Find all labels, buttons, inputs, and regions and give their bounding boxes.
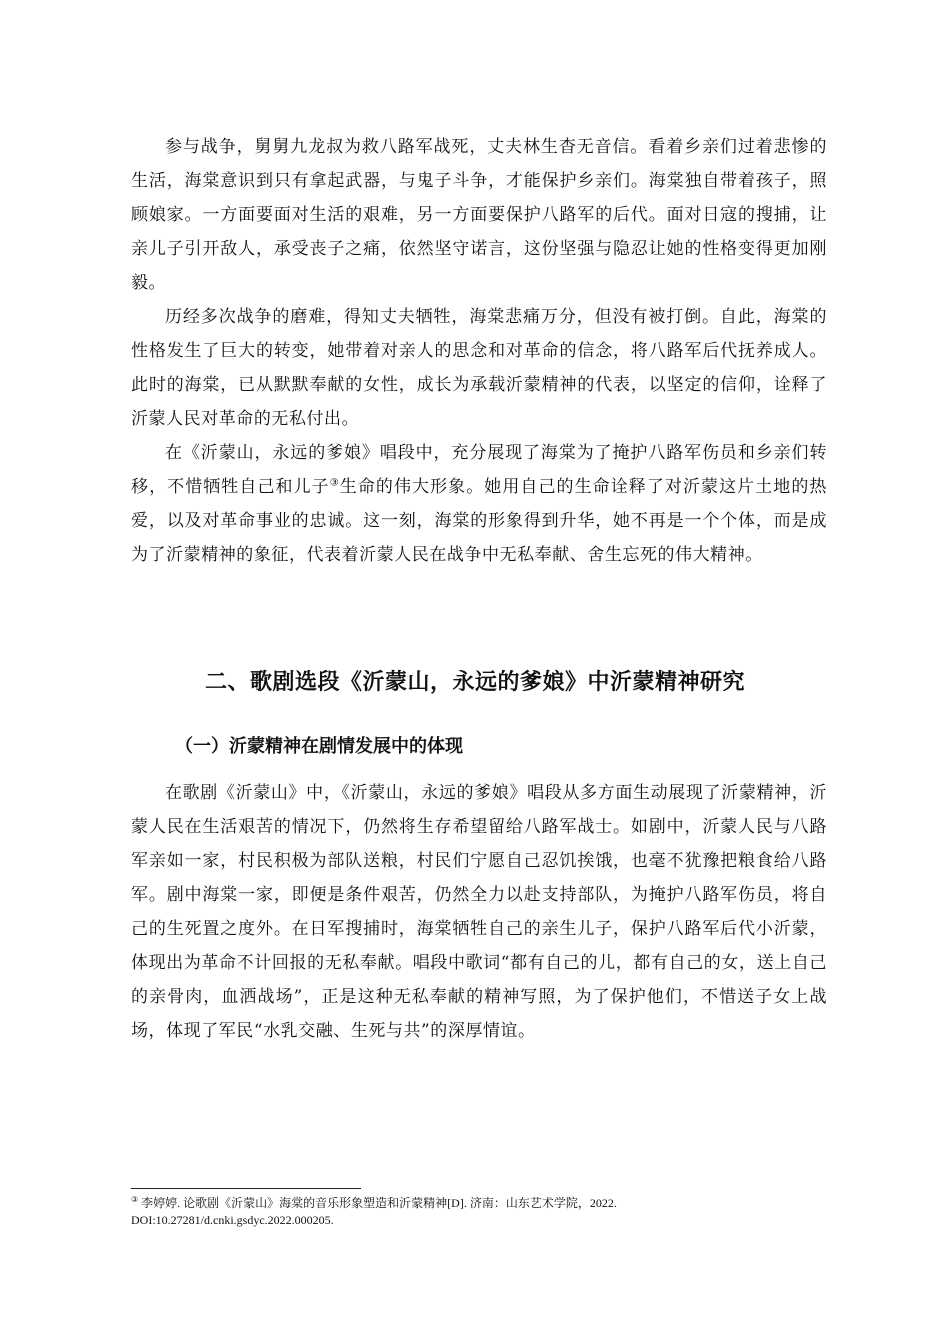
- footnote-doi[interactable]: DOI:10.27281/d.cnki.gsdyc.2022.000205.: [131, 1213, 334, 1227]
- paragraph-2: 历经多次战争的磨难，得知丈夫牺牲，海棠悲痛万分，但没有被打倒。自此，海棠的性格发生了巨大的转变，她带着对亲人的思念和对革命的信念，将八路军后代抚养成人。此时的海棠，已从默默奉献的女性，成长为承载沂蒙精神的代表，以坚定的信仰，诠释了沂蒙人民对革命的无私付出。: [131, 307, 827, 429]
- section-heading: 二、歌剧选段《沂蒙山，永远的爹娘》中沂蒙精神研究: [204, 670, 745, 695]
- footnote-divider: [131, 1188, 361, 1189]
- paragraph-4: 在歌剧《沂蒙山》中，《沂蒙山，永远的爹娘》唱段从多方面生动展现了沂蒙精神，沂蒙人民在生活艰苦的情况下，仍然将生存希望留给八路军战士。如剧中，沂蒙人民与八路军亲如一家，村民积极为部队送粮，村民们宁愿自己忍饥挨饿，也毫不犹豫把粮食给八路军。剧中海棠一家，即便是条件艰苦，仍然全力以赴支持部队，为掩护八路军伤员，将自己的生死置之度外。在日军搜捕时，海棠牺牲自己的亲生儿子，保护八路军后代小沂蒙，体现出为革命不计回报的无私奉献。唱段中歌词“都有自己的儿，都有自己的女，送上自己的亲骨肉，血洒战场”，正是这种无私奉献的精神写照，为了保护他们，不惜送子女上战场，体现了军民“水乳交融、生死与共”的深厚情谊。: [131, 783, 827, 1041]
- paragraph-1: 参与战争，舅舅九龙叔为救八路军战死，丈夫林生杳无音信。看着乡亲们过着悲惨的生活，海棠意识到只有拿起武器，与鬼子斗争，才能保护乡亲们。海棠独自带着孩子，照顾娘家。一方面要面对生活的艰难，另一方面要保护八路军的后代。面对日寇的搜捕，让亲儿子引开敌人，承受丧子之痛，依然坚守诺言，这份坚强与隐忍让她的性格变得更加刚毅。: [131, 137, 827, 293]
- subsection-heading: （一）沂蒙精神在剧情发展中的体现: [175, 736, 463, 757]
- paragraph-3: [131, 436, 827, 572]
- footnote-reference[interactable]: ③: [329, 477, 340, 489]
- paragraph-3-text-after: 生命的伟大形象。她用自己的生命诠释了对沂蒙这片土地的热爱，以及对革命事业的忠诚。这一刻，海棠的形象得到升华，她不再是一个个体，而是成为了沂蒙精神的象征，代表着沂蒙人民在战争中无私奉献、舍生忘死的伟大精神。: [131, 477, 827, 565]
- footnote: [131, 1195, 827, 1229]
- footnote-citation: 李婷婷. 论歌剧《沂蒙山》海棠的音乐形象塑造和沂蒙精神[D]. 济南：山东艺术学院，2022.: [138, 1196, 617, 1210]
- footnote-mark: ③: [131, 1195, 139, 1204]
- paragraph-3-text-before: 在《沂蒙山，永远的爹娘》唱段中，充分展现了海棠为了掩护八路军伤员和乡亲们转移，不惜牺牲自己和儿子: [131, 443, 827, 497]
